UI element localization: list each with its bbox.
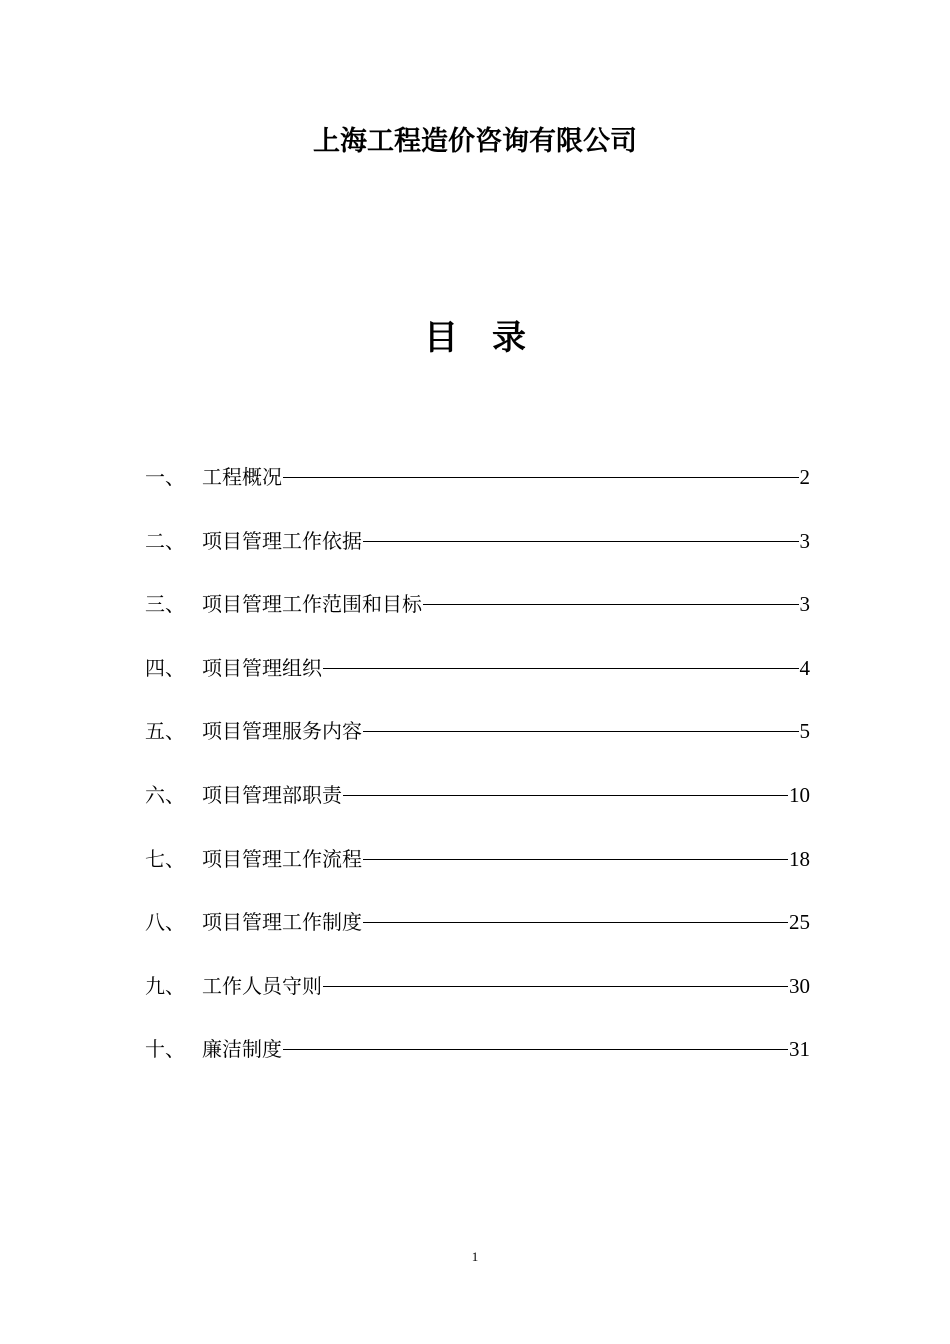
toc-entry-number: 三、: [145, 592, 185, 617]
toc-entry-title: 项目管理服务内容: [202, 719, 362, 744]
toc-entry-number: 七、: [145, 846, 185, 871]
toc-leader-line: [362, 905, 789, 939]
toc-leader-line: [282, 1032, 789, 1066]
toc-entry-number: 八、: [145, 910, 185, 935]
toc-entry-page: 31: [789, 1037, 810, 1062]
toc-leader-line: [362, 842, 789, 876]
toc-entry-page: 2: [799, 465, 810, 489]
toc-entry[interactable]: [145, 651, 810, 715]
toc-leader-line: [362, 524, 800, 558]
toc-entry-title: 工程概况: [202, 465, 282, 489]
toc-entry-number: 九、: [145, 973, 185, 998]
toc-entry-title: 工作人员守则: [202, 973, 322, 998]
toc-entry[interactable]: [145, 842, 810, 906]
toc-entry-title: 项目管理工作流程: [202, 846, 362, 871]
toc-entry[interactable]: [145, 905, 810, 969]
toc-entry-page: 5: [799, 719, 810, 744]
toc-leader-line: [342, 778, 789, 812]
toc-heading-char-2: 录: [492, 318, 526, 358]
toc-entry-number: 五、: [145, 719, 185, 744]
toc-entry-title: 项目管理组织: [202, 655, 322, 680]
toc-entry[interactable]: [145, 524, 810, 588]
toc-entry-title: 项目管理工作制度: [202, 910, 362, 935]
toc-entry-number: 一、: [145, 465, 185, 489]
toc-entry-number: 二、: [145, 528, 185, 553]
toc-entry[interactable]: [145, 1032, 810, 1096]
toc-entry-number: 六、: [145, 782, 185, 807]
toc-entry-title: 项目管理工作范围和目标: [202, 592, 422, 617]
page-number: 1: [471, 1249, 479, 1264]
toc-leader-line: [422, 587, 800, 621]
toc-entry[interactable]: [145, 778, 810, 842]
toc-leader-line: [322, 969, 789, 1003]
toc-entry-page: 25: [789, 910, 810, 935]
toc-entry-number: 十、: [145, 1037, 185, 1062]
table-of-contents: [145, 460, 810, 1096]
toc-entry[interactable]: [145, 714, 810, 778]
toc-heading-char-1: 目: [424, 318, 458, 358]
toc-leader-line: [322, 651, 800, 685]
toc-leader-line: [282, 460, 800, 494]
toc-leader-line: [362, 714, 800, 748]
toc-entry-title: 廉洁制度: [202, 1037, 282, 1062]
toc-entry[interactable]: [145, 969, 810, 1033]
toc-entry-page: 3: [799, 592, 810, 617]
toc-entry-page: 4: [799, 655, 810, 680]
toc-entry-number: 四、: [145, 655, 185, 680]
toc-entry-page: 30: [789, 973, 810, 998]
toc-entry-title: 项目管理工作依据: [202, 528, 362, 553]
toc-entry-page: 10: [789, 782, 810, 807]
toc-entry-title: 项目管理部职责: [202, 782, 342, 807]
toc-entry[interactable]: [145, 587, 810, 651]
toc-heading: [0, 314, 950, 362]
toc-entry-page: 18: [789, 846, 810, 871]
company-title: 上海工程造价咨询有限公司: [313, 126, 637, 157]
toc-entry[interactable]: [145, 460, 810, 524]
toc-entry-page: 3: [799, 528, 810, 553]
